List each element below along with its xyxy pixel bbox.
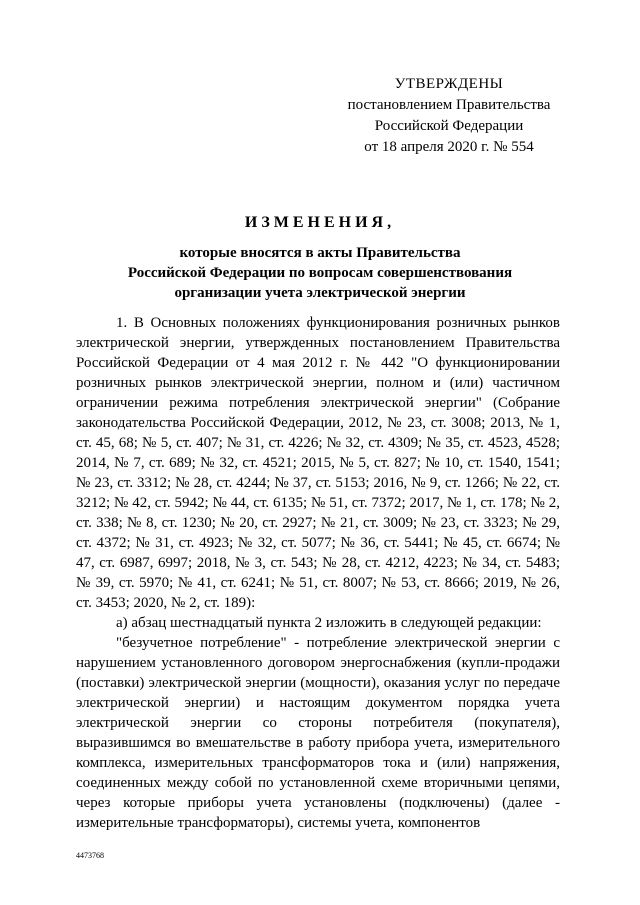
body-paragraph-2: а) абзац шестнадцатый пункта 2 изложить в следующей редакции: [116, 615, 542, 631]
document-body [76, 313, 560, 833]
approval-line-1: постановлением Правительства [347, 97, 551, 113]
subtitle-line-3: организации учета электрической энергии [174, 285, 466, 301]
subtitle-line-2: Российской Федерации по вопросам совершенствования [127, 265, 513, 281]
document-title-block [60, 213, 580, 303]
document-code: 4473768 [76, 851, 104, 860]
document-title: ИЗМЕНЕНИЯ, [244, 214, 396, 231]
body-paragraph-1: 1. В Основных положениях функционирования розничных рынков электрической энергии, утвержденных постановлением Правительства Российской Федерации от 4 мая 2012 г. № 442 "О функционировании розничных рынков электрической энергии, полном и (или) частичном ограничении режима потребления электрической энергии" (Собрание законодательства Российской Федерации, 2012, № 23, ст. 3008; 2013, № 1, ст. 45, 68; № 5, ст. 407; № 31, ст. 4226; № 32, ст. 4309; № 35, ст. 4523, 4528; 2014, № 7, ст. 689; № 32, ст. 4521; 2015, № 5, ст. 827; № 10, ст. 1540, 1541; № 23, ст. 3312; № 28, ст. 4244; № 37, ст. 5153; 2016, № 9, ст. 1266; № 22, ст. 3212; № 42, ст. 5942; № 44, ст. 6135; № 51, ст. 7372; 2017, № 1, ст. 178; № 2, ст. 338; № 8, ст. 1230; № 20, ст. 2927; № 21, ст. 3009; № 23, ст. 3323; № 29, ст. 4372; № 31, ст. 4923; № 32, ст. 5077; № 36, ст. 5441; № 45, ст. 6674; № 47, ст. 6987, 6997; 2018, № 3, ст. 543; № 28, ст. 4212, 4223; № 34, ст. 5483; № 39, ст. 5970; № 41, ст. 6241; № 51, ст. 8007; № 53, ст. 8666; 2019, № 26, ст. 3453; 2020, № 2, ст. 189): [76, 315, 560, 611]
approval-line-3: от 18 апреля 2020 г. № 554 [364, 139, 534, 155]
body-paragraph-3: "безучетное потребление" - потребление электрической энергии с нарушением установленного договором энергоснабжения (купли-продажи (поставки) электрической энергии (мощности), оказания услуг по передаче электрической энергии) и настоящим документом порядка учета электрической энергии со стороны потребителя (покупателя), выразившимся во вмешательстве в работу прибора учета, измерительного комплекса, измерительных трансформаторов тока и (или) напряжения, соединенных между собой по установленной схеме вторичными цепями, через которые приборы учета установлены (подключены) (далее - измерительные трансформаторы), системы учета, компонентов [76, 635, 560, 831]
subtitle-line-1: которые вносятся в акты Правительства [179, 245, 461, 261]
approval-line-2: Российской Федерации [374, 118, 524, 134]
approval-heading: УТВЕРЖДЕНЫ [394, 76, 504, 92]
document-subtitle [60, 243, 580, 303]
approval-block [340, 74, 558, 158]
